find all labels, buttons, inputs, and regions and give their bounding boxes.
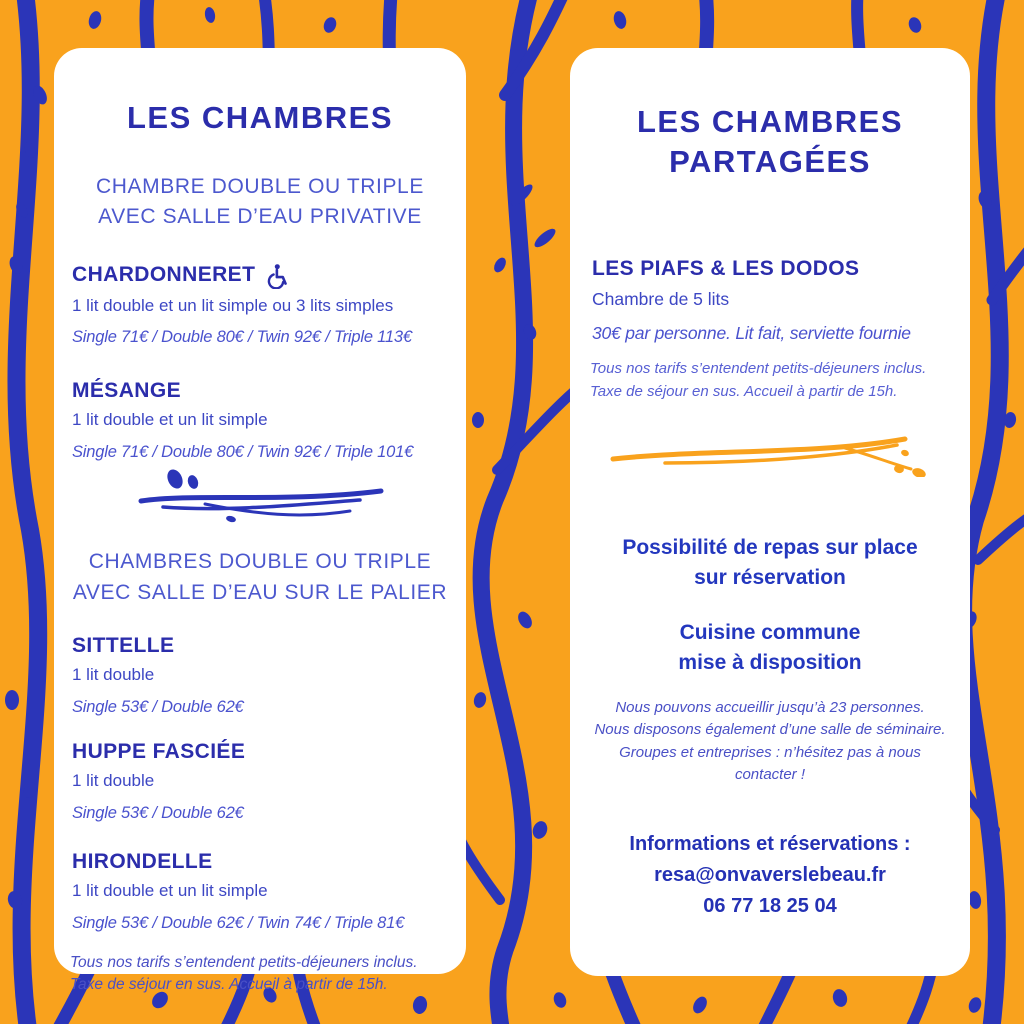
room-name: HUPPE FASCIÉE [72,740,246,764]
section-private-line2: AVEC SALLE D’EAU PRIVATIVE [98,205,422,229]
room-mesange [72,379,450,463]
left-card-title: LES CHAMBRES [126,100,393,135]
contact-phone: 06 77 18 25 04 [703,894,837,917]
contact-block [590,829,950,922]
card-les-chambres-partagees [570,48,970,976]
room-prices: Single 71€ / Double 80€ / Twin 92€ / Triple 101€ [72,442,414,461]
meals-line2: sur réservation [694,565,846,589]
right-title-line1: LES CHAMBRES [636,104,903,139]
capacity-note [590,697,950,787]
meals-heading [590,533,950,592]
room-prices: Single 53€ / Double 62€ [72,804,244,823]
room-name: MÉSANGE [72,378,181,402]
room-beds: 1 lit double et un lit simple ou 3 lits simples [72,295,394,315]
room-name: LES PIAFS & LES DODOS [592,257,860,281]
kitchen-heading [590,618,950,677]
right-title-line2: PARTAGÉES [669,143,871,179]
room-prices: Single 53€ / Double 62€ / Twin 74€ / Triple 81€ [72,913,405,932]
footnote-line2: Taxe de séjour en sus. Accueil à partir de 15h. [70,976,388,994]
kitchen-line2: mise à disposition [678,650,862,674]
section-palier-line2: AVEC SALLE D’EAU SUR LE PALIER [72,580,448,604]
contact-email: resa@onvaverslebeau.fr [654,863,886,886]
room-beds: Chambre de 5 lits [592,289,730,310]
wheelchair-accessibility-icon [263,263,289,289]
right-card-title [590,102,950,181]
room-beds: 1 lit double [72,665,155,685]
section-private-line1: CHAMBRE DOUBLE OU TRIPLE [96,174,424,198]
room-chardonneret [72,263,450,349]
room-huppe-fasciee [72,740,450,824]
contact-label: Informations et réservations : [629,832,911,855]
card-les-chambres [54,48,466,994]
room-les-piafs-les-dodos [592,257,950,346]
section-private-heading [70,172,450,233]
orange-twig-divider [605,423,935,477]
section-palier-line1: CHAMBRES DOUBLE OU TRIPLE [88,550,432,574]
room-beds: 1 lit double [72,771,155,791]
room-prices: Single 53€ / Double 62€ [72,698,244,717]
room-sittelle [72,634,450,718]
room-beds: 1 lit double et un lit simple [72,880,268,900]
footnote-line1: Tous nos tarifs s’entendent petits-déjeuners inclus. [70,954,418,971]
room-name: HIRONDELLE [72,849,213,873]
room-prices: 30€ par personne. Lit fait, serviette fournie [592,323,911,344]
blue-twig-divider [135,469,385,523]
capacity-line1: Nous pouvons accueillir jusqu’à 23 personnes. [615,698,925,716]
capacity-line2: Nous disposons également d’une salle de séminaire. [594,721,946,739]
left-card-footnote [70,952,450,997]
room-hirondelle [72,850,450,934]
room-name: CHARDONNERET [72,263,256,287]
room-name: SITTELLE [72,633,175,657]
room-beds: 1 lit double et un lit simple [72,409,268,429]
section-palier-heading [70,547,450,608]
meals-line1: Possibilité de repas sur place [622,536,918,560]
capacity-line3: Groupes et entreprises : n’hésitez pas à nous contacter ! [619,743,921,784]
room-prices: Single 71€ / Double 80€ / Twin 92€ / Triple 113€ [72,328,412,347]
kitchen-line1: Cuisine commune [679,621,861,645]
right-card-footnote: Tous nos tarifs s’entendent petits-déjeuners inclus. Taxe de séjour en sus. Accueil à partir de 15h. [590,360,927,400]
